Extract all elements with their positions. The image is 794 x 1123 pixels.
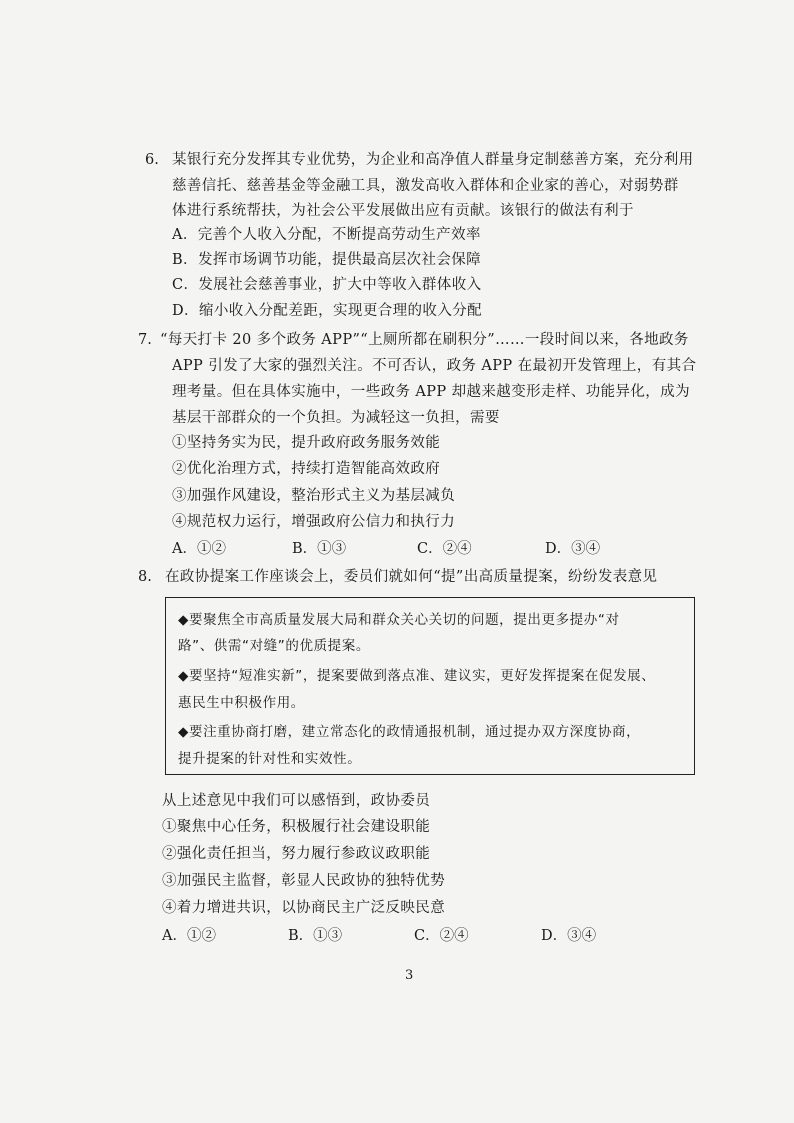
q7-choice-c: C．②④ [417, 541, 472, 557]
page-number: 3 [405, 968, 414, 983]
q6-option-d: D．缩小收入分配差距，实现更合理的收入分配 [172, 303, 483, 319]
q8-box-line-3: ◆要坚持“短准实新”，提案要做到落点准、建议实，更好发挥提案在促发展、 [178, 668, 656, 684]
q6-option-a: A．完善个人收入分配，不断提高劳动生产效率 [172, 227, 481, 243]
q8-box-line-1: ◆要聚焦全市高质量发展大局和群众关心关切的问题，提出更多提办“对 [178, 612, 620, 628]
q8-statement-3: ③加强民主监督，彰显人民政协的独特优势 [162, 873, 446, 889]
q8-choice-c: C．②④ [414, 928, 469, 944]
q8-box-line-5: ◆要注重协商打磨，建立常态化的政情通报机制，通过提办双方深度协商， [178, 724, 641, 740]
q8-statement-1: ①聚焦中心任务，积极履行社会建设职能 [162, 819, 431, 835]
q8-statement-2: ②强化责任担当，努力履行参政议政职能 [162, 846, 431, 862]
q7-stem-line-1: “每天打卡 20 多个政务 APP”“上厕所都在刷积分”……一段时间以来，各地政务 [160, 332, 689, 348]
q6-option-c: C．发展社会慈善事业，扩大中等收入群体收入 [172, 277, 482, 293]
q7-number: 7. [138, 332, 152, 348]
q8-number: 8. [138, 569, 152, 585]
q6-stem-line-2: 慈善信托、慈善基金等金融工具，激发高收入群体和企业家的善心，对弱势群 [172, 178, 679, 194]
q8-box-line-4: 惠民生中积极作用。 [178, 695, 305, 711]
q8-box-line-2: 路”、供需“对缝”的优质提案。 [178, 638, 370, 654]
q8-choice-b: B．①③ [288, 928, 343, 944]
q8-box-line-6: 提升提案的针对性和实效性。 [178, 751, 362, 767]
q7-choice-a: A．①② [172, 541, 226, 557]
q6-number: 6. [145, 152, 159, 168]
q6-option-b: B．发挥市场调节功能，提供最高层次社会保障 [172, 252, 482, 268]
q6-stem-line-3: 体进行系统帮扶，为社会公平发展做出应有贡献。该银行的做法有利于 [172, 203, 634, 219]
q7-stem-line-2: APP 引发了大家的强烈关注。不可否认，政务 APP 在最初开发管理上，有其合 [172, 358, 697, 374]
q8-opinion-box [165, 597, 695, 775]
q7-choice-b: B．①③ [292, 541, 347, 557]
q7-statement-2: ②优化治理方式，持续打造智能高效政府 [172, 461, 441, 477]
q7-choice-d: D．③④ [545, 541, 601, 557]
q8-choice-a: A．①② [162, 928, 216, 944]
q7-stem-line-4: 基层干部群众的一个负担。为减轻这一负担，需要 [172, 410, 500, 426]
q8-choice-d: D．③④ [541, 928, 597, 944]
q8-statement-4: ④着力增进共识，以协商民主广泛反映民意 [162, 900, 446, 916]
q8-stem: 在政协提案工作座谈会上，委员们就如何“提”出高质量提案，纷纷发表意见 [165, 569, 658, 585]
q7-stem-line-3: 理考量。但在具体实施中，一些政务 APP 却越来越变形走样、功能异化，成为 [172, 384, 690, 400]
q7-statement-1: ①坚持务实为民，提升政府政务服务效能 [172, 435, 441, 451]
q7-statement-3: ③加强作风建设，整治形式主义为基层减负 [172, 488, 456, 504]
q6-stem-line-1: 某银行充分发挥其专业优势，为企业和高净值人群量身定制慈善方案，充分利用 [172, 152, 694, 168]
q7-statement-4: ④规范权力运行，增强政府公信力和执行力 [172, 514, 456, 530]
q8-question: 从上述意见中我们可以感悟到，政协委员 [162, 793, 431, 809]
